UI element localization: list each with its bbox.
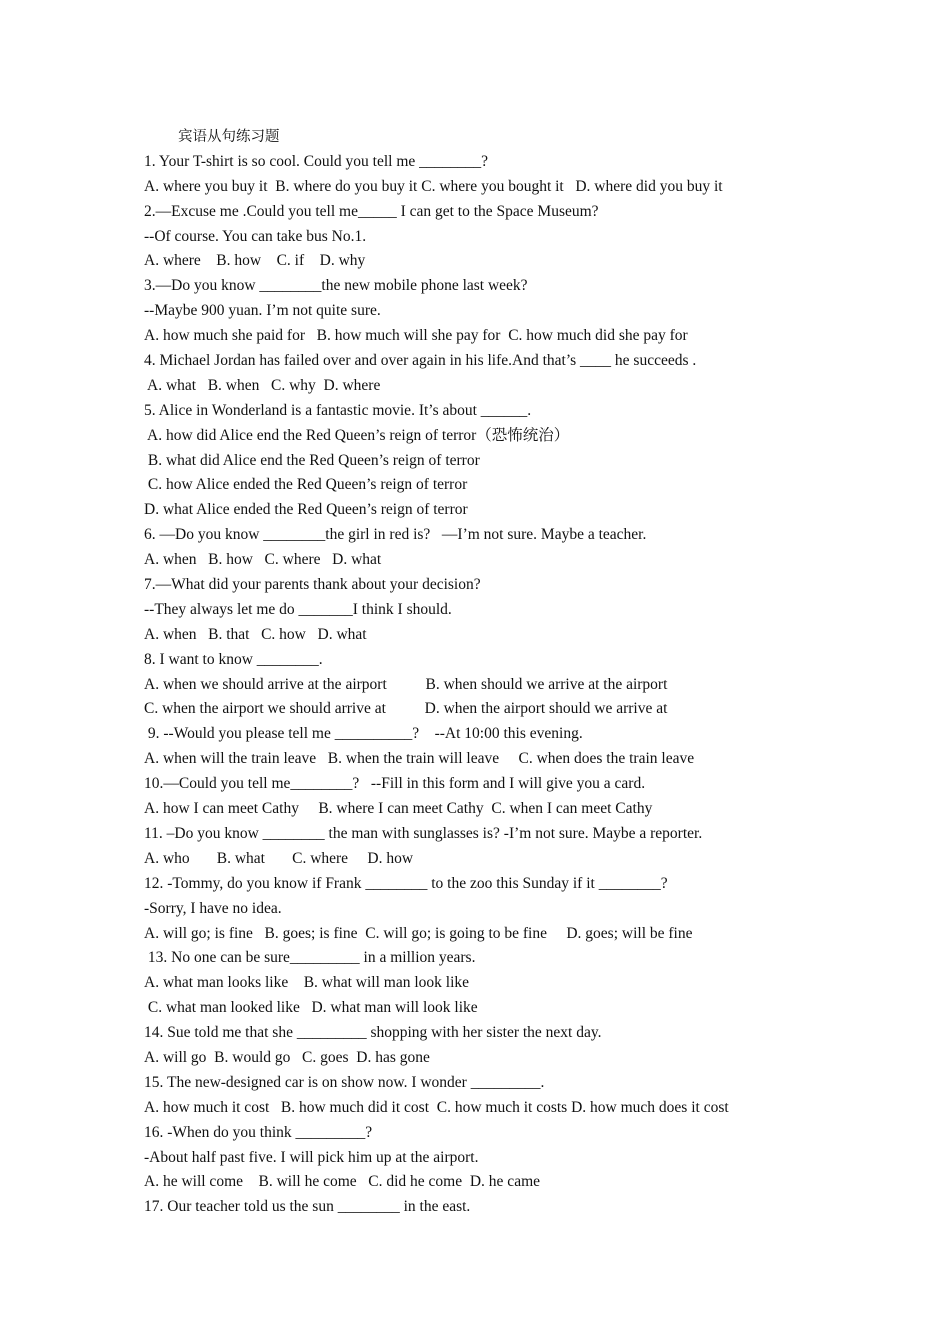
document-body (144, 125, 824, 1220)
text-line: 11. –Do you know ________ the man with sunglasses is? -I’m not sure. Maybe a reporter. (144, 824, 703, 842)
text-line: 7.—What did your parents thank about your decision? (144, 576, 481, 594)
text-line: A. how much she paid for B. how much will she pay for C. how much did she pay for (144, 327, 688, 345)
text-line: A. where B. how C. if D. why (144, 252, 366, 270)
text-line: A. when B. how C. where D. what (144, 551, 382, 569)
text-line: D. what Alice ended the Red Queen’s reign of terror (144, 501, 468, 519)
text-line: A. where you buy it B. where do you buy it C. where you bought it D. where did you buy it (144, 177, 723, 195)
text-line: A. who B. what C. where D. how (144, 849, 414, 867)
text-line: 4. Michael Jordan has failed over and over again in his life.And that’s ____ he succeeds . (144, 352, 697, 370)
text-line: 6. —Do you know ________the girl in red is? —I’m not sure. Maybe a teacher. (144, 526, 647, 544)
text-line: 3.—Do you know ________the new mobile phone last week? (144, 277, 528, 295)
text-line: 2.—Excuse me .Could you tell me_____ I can get to the Space Museum? (144, 202, 599, 220)
text-line: A. when we should arrive at the airport B. when should we arrive at the airport (144, 675, 668, 693)
text-line: A. will go B. would go C. goes D. has gone (144, 1048, 430, 1066)
text-line: -About half past five. I will pick him up at the airport. (144, 1148, 479, 1166)
text-line: --Of course. You can take bus No.1. (144, 227, 367, 245)
text-line: 5. Alice in Wonderland is a fantastic movie. It’s about ______. (144, 401, 532, 419)
text-line: A. what B. when C. why D. where (144, 376, 381, 394)
text-line: C. what man looked like D. what man will look like (144, 999, 478, 1017)
text-line: A. will go; is fine B. goes; is fine C. will go; is going to be fine D. goes; will be fine (144, 924, 693, 942)
text-line: 8. I want to know ________. (144, 650, 323, 668)
text-line: A. when B. that C. how D. what (144, 625, 367, 643)
text-line: 9. --Would you please tell me __________? --At 10:00 this evening. (144, 725, 583, 743)
text-line: 14. Sue told me that she _________ shopping with her sister the next day. (144, 1024, 602, 1042)
text-line: -Sorry, I have no idea. (144, 899, 282, 917)
text-line: A. how much it cost B. how much did it cost C. how much it costs D. how much does it cost (144, 1098, 729, 1116)
text-line: A. how did Alice end the Red Queen’s reign of terror（恐怖统治） (144, 426, 570, 444)
text-line: 16. -When do you think _________? (144, 1123, 373, 1141)
text-line: 1. Your T-shirt is so cool. Could you tell me ________? (144, 152, 489, 170)
text-line: 10.—Could you tell me________? --Fill in this form and I will give you a card. (144, 775, 646, 793)
text-line: A. he will come B. will he come C. did he come D. he came (144, 1173, 541, 1191)
text-line: 12. -Tommy, do you know if Frank ________ to the zoo this Sunday if it ________? (144, 874, 668, 892)
text-line: 15. The new-designed car is on show now. I wonder _________. (144, 1073, 545, 1091)
text-line: C. when the airport we should arrive at D. when the airport should we arrive at (144, 700, 668, 718)
text-line: 17. Our teacher told us the sun ________ in the east. (144, 1198, 471, 1216)
text-line: --They always let me do _______I think I should. (144, 600, 452, 618)
text-line: C. how Alice ended the Red Queen’s reign of terror (144, 476, 468, 494)
text-line: B. what did Alice end the Red Queen’s reign of terror (144, 451, 480, 469)
text-line: 13. No one can be sure_________ in a million years. (144, 949, 476, 967)
text-line: A. when will the train leave B. when the train will leave C. when does the train leave (144, 750, 695, 768)
text-line: A. what man looks like B. what will man look like (144, 974, 470, 992)
document-title: 宾语从句练习题 (178, 129, 280, 145)
question-list (144, 150, 824, 1220)
text-line: --Maybe 900 yuan. I’m not quite sure. (144, 302, 381, 320)
text-line: A. how I can meet Cathy B. where I can meet Cathy C. when I can meet Cathy (144, 800, 653, 818)
